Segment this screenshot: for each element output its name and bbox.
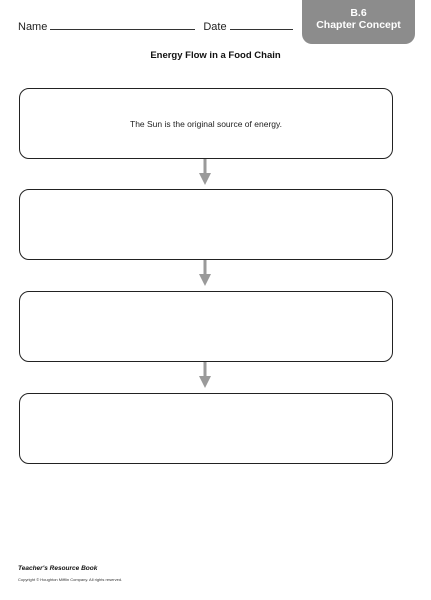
name-field[interactable] [50, 19, 195, 30]
header-fields [18, 19, 293, 33]
flow-box-2[interactable] [19, 189, 393, 260]
flow-box-3[interactable] [19, 291, 393, 362]
date-field[interactable] [230, 19, 293, 30]
chapter-tab [302, 0, 415, 44]
flow-box-4[interactable] [19, 393, 393, 464]
date-label: Date [203, 21, 227, 33]
flow-box-1[interactable] [19, 88, 393, 159]
footer-book-title: Teacher's Resource Book [18, 565, 98, 572]
page-title: Energy Flow in a Food Chain [150, 50, 281, 61]
down-arrow-icon [199, 362, 211, 388]
chapter-subtitle: Chapter Concept [316, 19, 401, 31]
name-label: Name [18, 21, 48, 33]
down-arrow-icon [199, 159, 211, 185]
flow-box-1-text: The Sun is the original source of energy. [130, 118, 282, 129]
chapter-code: B.6 [350, 7, 367, 19]
down-arrow-icon [199, 260, 211, 286]
footer-copyright: Copyright © Houghton Mifflin Company. All rights reserved. [18, 577, 123, 582]
